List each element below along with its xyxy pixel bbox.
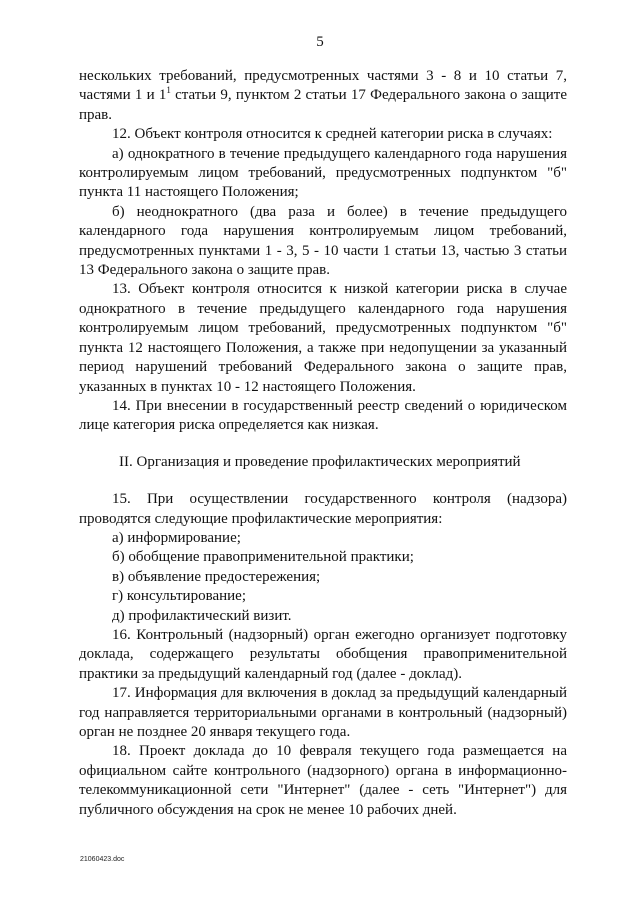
paragraph-13: 13. Объект контроля относится к низкой категории риска в случае однократного в течение предыдущего календарного года нарушения контролируемым лицом требований, предусмотренных подпунктом "б" пункта 12 настоящего Положения, а также при недопущении за указанный период нарушений требований Федерального закона о защите прав, указанных в пунктах 10 - 12 настоящего Положения. <box>79 281 567 395</box>
document-body <box>79 67 567 820</box>
continuation-text: нескольких требований, предусмотренных частями 3 - 8 и 10 статьи 7, частями 1 и 1 <box>79 68 567 104</box>
paragraph-16: 16. Контрольный (надзорный) орган ежегодно организует подготовку доклада, содержащего результаты обобщения правоприменительной практики за предыдущий календарный год (далее - доклад). <box>79 626 567 682</box>
paragraph-15: 15. При осуществлении государственного контроля (надзора) проводятся следующие профилактические мероприятия: <box>79 491 567 527</box>
paragraph-12b: б) неоднократного (два раза и более) в течение предыдущего календарного года нарушения контролируемым лицом требований, предусмотренных пунктами 1 - 3, 5 - 10 части 1 статьи 13, частью 3 статьи 13 Федерального закона о защите прав. <box>79 203 567 279</box>
continuation-text-end: статьи 9, пунктом 2 статьи 17 Федерального закона о защите прав. <box>79 87 567 123</box>
paragraph-17: 17. Информация для включения в доклад за предыдущий календарный год направляется территориальными органами в контрольный (надзорный) орган не позднее 20 января текущего года. <box>79 685 567 740</box>
paragraph-18: 18. Проект доклада до 10 февраля текущего года размещается на официальном сайте контрольного (надзорного) органа в информационно-телекоммуникационной сети "Интернет" (далее - сеть "Интернет") для публичного обсуждения на срок не менее 10 рабочих дней. <box>79 743 567 818</box>
list-item-a: а) информирование; <box>112 529 241 546</box>
list-item-v: в) объявление предостережения; <box>112 568 321 585</box>
page-number: 5 <box>316 34 324 50</box>
superscript: 1 <box>166 85 171 96</box>
section-heading: II. Организация и проведение профилактических мероприятий <box>119 453 521 470</box>
list-item-b: б) обобщение правоприменительной практики; <box>112 549 414 566</box>
footer-filename: 21060423.doc <box>80 856 125 863</box>
paragraph-12a: а) однократного в течение предыдущего календарного года нарушения контролируемым лицом требований, предусмотренных подпунктом "б" пункта 11 настоящего Положения; <box>79 145 567 201</box>
list-item-g: г) консультирование; <box>112 588 247 605</box>
paragraph-14: 14. При внесении в государственный реестр сведений о юридическом лице категория риска определяется как низкая. <box>79 397 567 434</box>
paragraph-12: 12. Объект контроля относится к средней категории риска в случаях: <box>112 126 553 143</box>
list-item-d: д) профилактический визит. <box>112 607 292 624</box>
continuation-paragraph <box>79 67 567 125</box>
